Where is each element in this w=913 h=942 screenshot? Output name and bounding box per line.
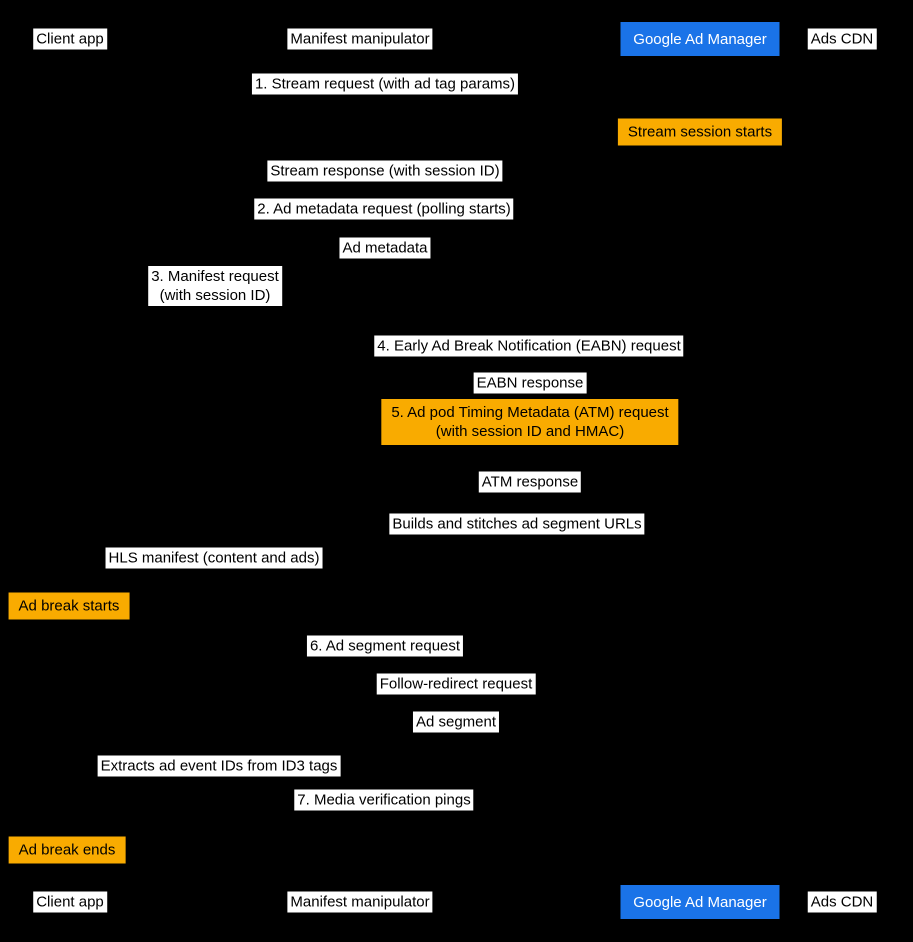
actor-manifest-manipulator-top: Manifest manipulator: [287, 29, 432, 50]
note-atm-request-line-1: (with session ID and HMAC): [435, 423, 625, 440]
message-manifest-request-line-1: (with session ID): [159, 287, 271, 304]
actor-client-app-top: Client app: [33, 29, 107, 50]
message-stream-response: Stream response (with session ID): [267, 161, 502, 182]
actor-ads-cdn-bottom: Ads CDN: [808, 892, 877, 913]
actor-google-ad-manager-bottom: Google Ad Manager: [621, 885, 780, 919]
message-follow-redirect-request: Follow-redirect request: [377, 674, 536, 695]
note-ad-break-ends: Ad break ends: [9, 837, 126, 864]
actor-manifest-manipulator-bottom: Manifest manipulator: [287, 892, 432, 913]
actor-ads-cdn-top: Ads CDN: [808, 29, 877, 50]
note-atm-request-line-0: 5. Ad pod Timing Metadata (ATM) request: [391, 404, 669, 421]
actor-client-app-bottom: Client app: [33, 892, 107, 913]
message-eabn-request: 4. Early Ad Break Notification (EABN) request: [374, 336, 683, 357]
note-stream-session-starts: Stream session starts: [618, 119, 782, 146]
message-manifest-request: [148, 266, 282, 306]
note-ad-break-starts: Ad break starts: [9, 593, 130, 620]
message-eabn-response: EABN response: [474, 373, 587, 394]
actor-google-ad-manager-top: Google Ad Manager: [621, 22, 780, 56]
message-extracts-id3: Extracts ad event IDs from ID3 tags: [98, 756, 341, 777]
message-stream-request: 1. Stream request (with ad tag params): [252, 74, 518, 95]
message-ad-segment: Ad segment: [413, 712, 499, 733]
message-hls-manifest: HLS manifest (content and ads): [106, 548, 323, 569]
message-ad-segment-request: 6. Ad segment request: [307, 636, 463, 657]
message-builds-stitches: Builds and stitches ad segment URLs: [389, 514, 644, 535]
message-atm-response: ATM response: [479, 472, 581, 493]
message-media-verification-pings: 7. Media verification pings: [294, 790, 473, 811]
message-ad-metadata-request: 2. Ad metadata request (polling starts): [254, 199, 513, 220]
message-ad-metadata: Ad metadata: [339, 238, 430, 259]
note-atm-request: [381, 399, 678, 445]
message-manifest-request-line-0: 3. Manifest request: [151, 268, 279, 285]
